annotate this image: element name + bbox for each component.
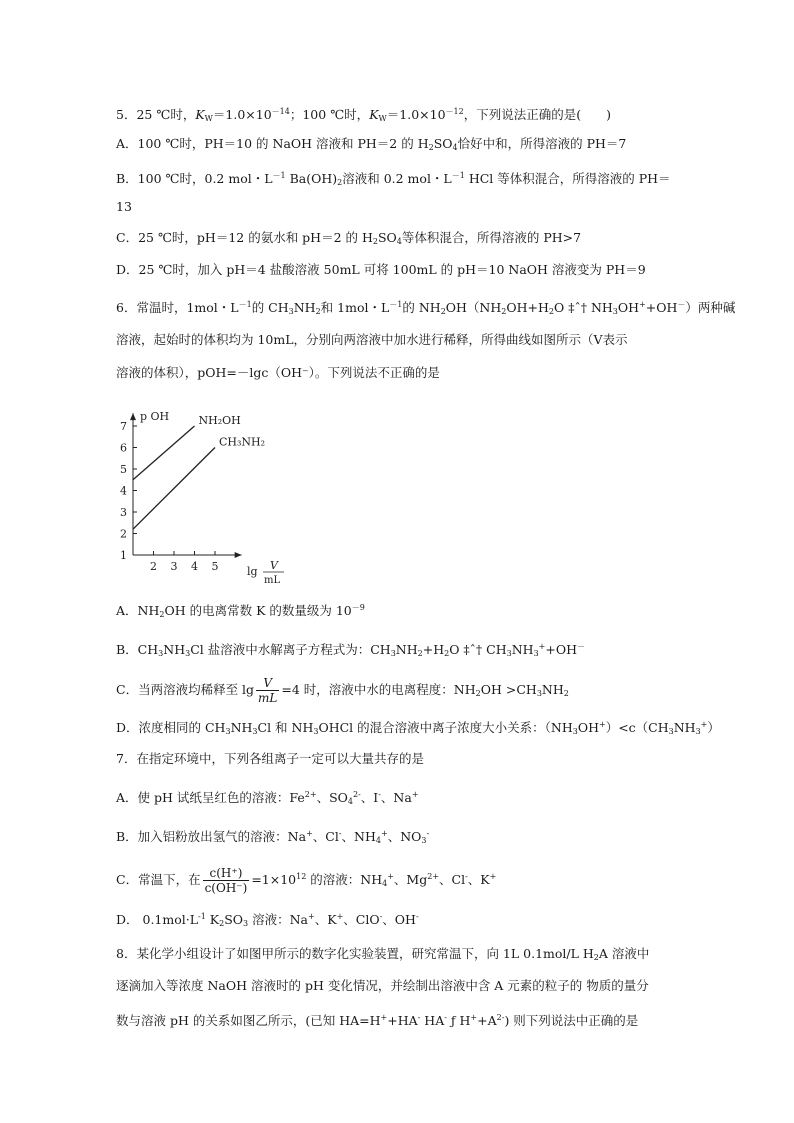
q6-option-d: D．浓度相同的 $CH_3NH_3Cl$ 和 $NH_3OHCl$ 的混合溶液中离子浓度大小关系：$(NH_3OH^+)<c(CH_3NH_3^+)$ — [116, 720, 720, 736]
q5-option-a: A．100 ℃时，PH＝10 的 NaOH 溶液和 PH＝2 的 $H_2SO_4$恰好中和，所得溶液的 PH＝7 — [116, 136, 627, 152]
q6-option-c: C．当两溶液均稀释至 lg $\frac{V}{mL}$ =4 时，溶液中水的电离程度：$NH_2OH >CH_3NH_2$ — [116, 676, 569, 705]
series-line-ch3nh2 — [133, 448, 215, 530]
x-tick-label: 5 — [211, 560, 219, 573]
y-axis-label: p OH — [140, 410, 170, 424]
x-tick-label: 2 — [150, 560, 157, 573]
x-tick-label: 3 — [170, 560, 178, 573]
y-tick-label: 1 — [120, 549, 127, 562]
q8-stem-line2: 逐滴加入等浓度 NaOH 溶液时的 pH 变化情况，并绘制出溶液中含 A 元素的粒子的 物质的量分 — [116, 978, 649, 993]
series-label-nh2oh: NH₂OH — [198, 414, 241, 427]
q5-option-c: C．25 ℃时，pH＝12 的氨水和 pH＝2 的 $H_2SO_4$等体积混合，所得溶液的 PH>7 — [116, 230, 582, 246]
q8-stem-line1: 8．某化学小组设计了如图甲所示的数字化实验装置，研究常温下，向 1L 0.1mol/L $H_2A$ 溶液中 — [116, 946, 650, 962]
q8-stem-line3: 数与溶液 pH 的关系如图乙所示，(已知 HA=H++HA- HA- ƒ $H^++A^{2-}$) 则下列说法中正确的是 — [116, 1013, 639, 1028]
y-tick-label: 2 — [120, 527, 127, 541]
poh-dilution-chart — [112, 392, 300, 584]
q5-stem: 5．25 ℃时，$K_W=1.0\times 10^{-14}$；100 ℃时，$K_W=1.0\times 10^{-12}$，下列说法正确的是( ) — [116, 107, 611, 123]
y-tick-label: 5 — [120, 463, 127, 476]
y-tick-label: 6 — [120, 441, 127, 455]
q7-option-b: B．加入铝粉放出氢气的溶液：Na+、Cl-、$NH_4^+$、$NO_3^-$ — [116, 829, 430, 845]
lg-v-fraction: $\frac{V}{mL}$ — [258, 676, 278, 705]
q5-option-d: D．25 ℃时，加入 pH＝4 盐酸溶液 50mL 可将 100mL 的 pH＝10 NaOH 溶液变为 PH＝9 — [116, 262, 646, 277]
x-tick-label: 4 — [191, 560, 198, 573]
q6-stem-line3: 溶液的体积），pOH=－lgc（OH⁻）。下列说法不正确的是 — [116, 365, 440, 380]
series-line-nh2oh — [133, 426, 195, 480]
y-tick-label: 3 — [120, 506, 127, 519]
x-axis-label-prefix: lg — [247, 565, 258, 578]
x-axis-label-numerator: V — [270, 559, 278, 572]
y-tick-label: 4 — [120, 484, 127, 498]
y-axis-arrow — [130, 413, 136, 420]
y-tick-label: 7 — [120, 420, 127, 433]
q7-option-d: D． $0.1mol\cdot L^{-1}$ $K_2SO_3$ 溶液：Na+、K+、ClO-、OH- — [116, 912, 419, 928]
q6-option-a: A．$NH_2OH$ 的电离常数 K 的数量级为 $10^{-9}$ — [116, 603, 365, 619]
q6-stem-line2: 溶液，起始时的体积均为 10mL，分别向两溶液中加水进行稀释，所得曲线如图所示（V表示 — [116, 332, 628, 347]
q7-stem: 7．在指定环境中，下列各组离子一定可以大量共存的是 — [116, 751, 424, 766]
x-axis-label-denominator: mL — [264, 575, 281, 584]
q6-option-b: B．$CH_3NH_3Cl$ 盐溶液中水解离子方程式为：$CH_3NH_2+H_2O$ ‡ˆ† $CH_3NH_3^++OH^-$ — [116, 642, 585, 658]
q5-option-b: B．100 ℃时，0.2 mol・$L^{-1}$ $Ba(OH)_2$溶液和 0.2 mol・$L^{-1}$ HCl 等体积混合，所得溶液的 PH＝ — [116, 171, 671, 187]
q6-stem-line1: 6．常温时，1mol・$L^{-1}$的 $CH_3NH_2$和 1mol・$L^{-1}$的 $NH_2OH(NH_2OH+H_2O$ ‡ˆ† $NH_3OH^++OH^-$）两种碱 — [116, 300, 736, 316]
series-label-ch3nh2: CH₃NH₂ — [219, 435, 266, 449]
q7-option-a: A．使 pH 试纸呈红色的溶液：$Fe^{2+}$、$SO_4^{2-}$、I-、Na+ — [116, 790, 419, 806]
q7-option-c: C．常温下，在 $\frac{c(H^+)}{c(OH^-)}$ $=1\times 10^{12}$ 的溶液：$NH_4^+$、$Mg^{2+}$、Cl-、K+ — [116, 866, 497, 895]
x-axis-arrow — [235, 552, 242, 558]
q5-option-b-continued: 13 — [116, 199, 132, 214]
h-oh-ratio-fraction: $\frac{c(H^+)}{c(OH^-)}$ — [204, 866, 248, 895]
